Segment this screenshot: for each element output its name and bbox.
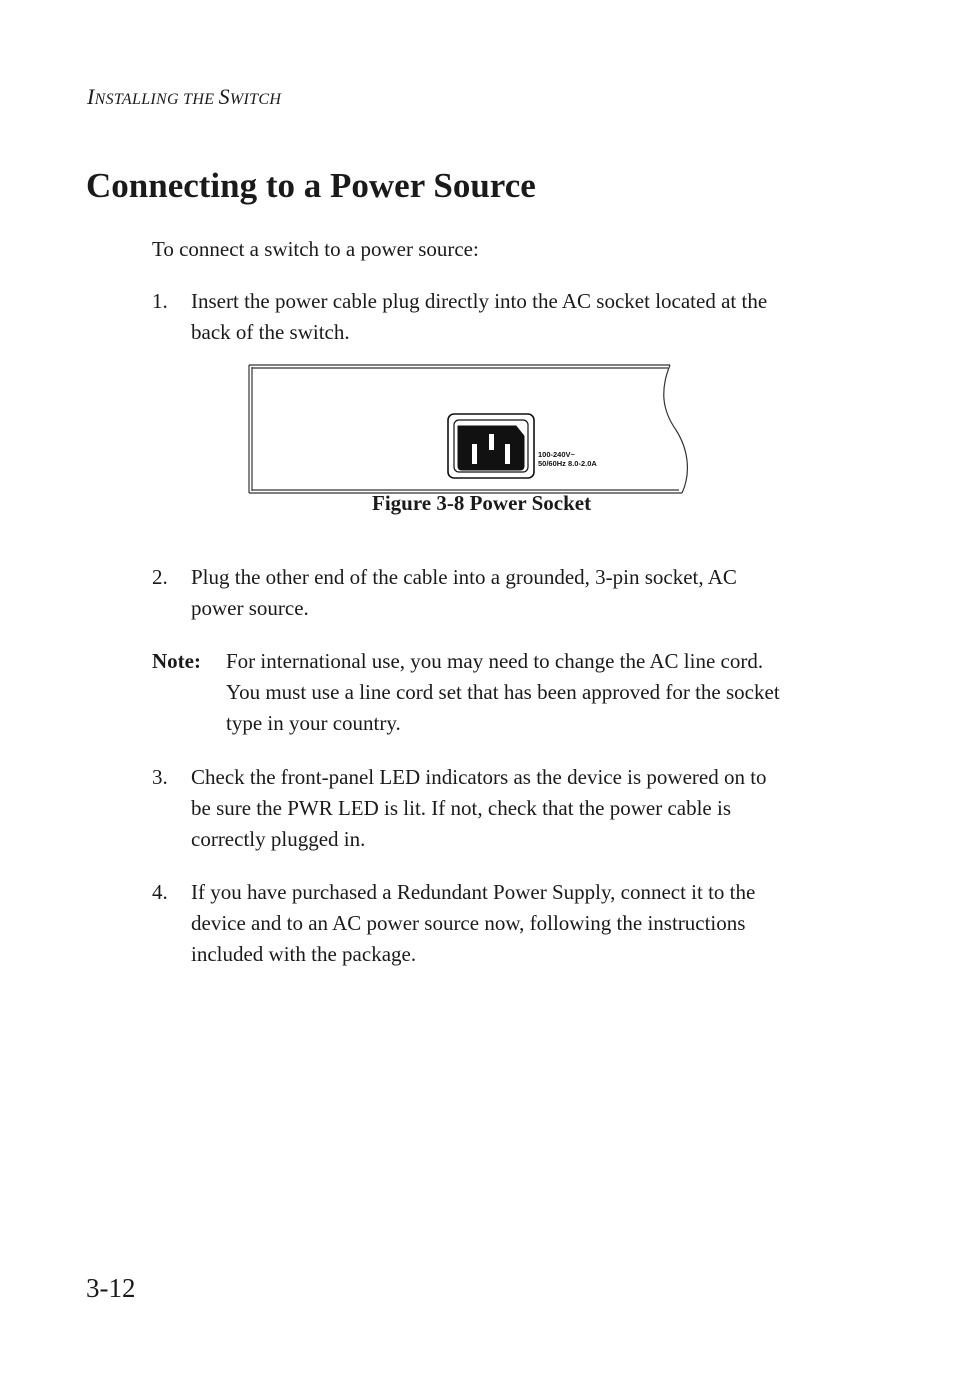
note-label: Note:: [152, 649, 201, 673]
step-3-number: 3.: [152, 765, 168, 789]
step-4-line-2: device and to an AC power source now, following the instructions: [191, 911, 746, 935]
rating-label-line-2: 50/60Hz 8.0-2.0A: [538, 459, 597, 468]
intro-text: To connect a switch to a power source:: [152, 237, 479, 261]
step-2-text: [191, 562, 851, 624]
page-number: 3-12: [86, 1273, 136, 1303]
step-4-line-1: If you have purchased a Redundant Power Supply, connect it to the: [191, 880, 756, 904]
note-line-1: For international use, you may need to change the AC line cord.: [226, 649, 764, 673]
step-2-line-2: power source.: [191, 596, 309, 620]
step-4-number: 4.: [152, 880, 168, 904]
step-1-line-1: Insert the power cable plug directly into the AC socket located at the: [191, 289, 768, 313]
step-1-text: [191, 286, 851, 348]
step-2-number: 2.: [152, 565, 168, 589]
ac-socket-icon: [448, 414, 534, 478]
step-3-line-2: be sure the PWR LED is lit. If not, check that the power cable is: [191, 796, 732, 820]
note-line-3: type in your country.: [226, 711, 401, 735]
running-header-cap-1: I: [87, 84, 95, 109]
page-title: Connecting to a Power Source: [86, 166, 536, 205]
power-socket-figure: [244, 360, 694, 500]
step-2-line-1: Plug the other end of the cable into a grounded, 3-pin socket, AC: [191, 565, 737, 589]
rating-label-line-1: 100-240V~: [538, 450, 575, 459]
running-header-part-2: WITCH: [229, 91, 282, 108]
running-header: [87, 84, 281, 110]
figure-caption: Figure 3-8 Power Socket: [372, 491, 592, 515]
note-line-2: You must use a line cord set that has been approved for the socket: [226, 680, 780, 704]
running-header-part-1: NSTALLING THE: [94, 91, 219, 108]
step-4-text: [191, 877, 851, 970]
running-header-cap-2: S: [218, 84, 230, 109]
step-1-number: 1.: [152, 289, 168, 313]
step-3-line-3: correctly plugged in.: [191, 827, 366, 851]
note-text: [226, 646, 780, 739]
step-1-line-2: back of the switch.: [191, 320, 350, 344]
step-4-line-3: included with the package.: [191, 942, 417, 966]
step-3-line-1: Check the front-panel LED indicators as the device is powered on to: [191, 765, 767, 789]
step-3-text: [191, 762, 851, 855]
